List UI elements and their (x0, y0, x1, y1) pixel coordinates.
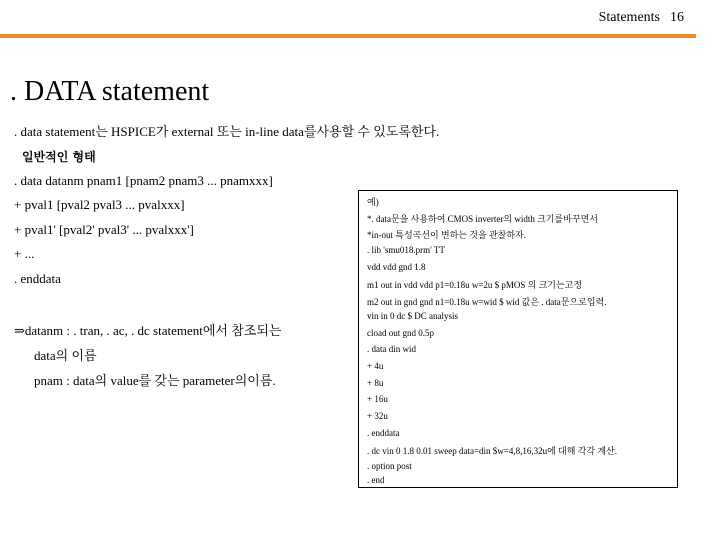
explanation-line: pnam : data의 value를 갖는 parameter의이름. (34, 373, 276, 388)
example-line: . lib 'smu018.prm' TT (367, 245, 445, 255)
example-line: 예) (367, 197, 379, 207)
slide-title: . DATA statement (10, 76, 210, 107)
syntax-line: + ... (14, 246, 35, 261)
example-line: . data din wid (367, 344, 416, 354)
example-line: . dc vin 0 1.8 0.01 sweep data=din $w=4,8,16,32u에 대해 각각 계산. (367, 446, 617, 456)
example-line: + 4u (367, 361, 384, 371)
example-line: vdd vdd gnd 1.8 (367, 262, 426, 272)
explanation-line: ⇒datanm : . tran, . ac, . dc statement에서 참조되는 (14, 323, 282, 338)
header-divider (0, 34, 696, 38)
example-line: + 8u (367, 378, 384, 388)
syntax-line: . enddata (14, 271, 61, 286)
example-line: . option post (367, 461, 412, 471)
header-title: Statements (598, 10, 660, 25)
example-line: m2 out in gnd gnd n1=0.18u w=wid $ wid 값은 . data문으로입력. (367, 297, 607, 307)
slide-header (599, 10, 684, 26)
explanation-line: data의 이름 (34, 348, 97, 363)
example-line: *in-out 특성곡선이 변하는 것을 관찰하자. (367, 230, 526, 240)
intro-text: . data statement는 HSPICE가 external 또는 in-line data를사용할 수 있도록한다. (14, 124, 440, 139)
example-box (358, 190, 678, 488)
syntax-line: + pval1' [pval2' pval3' ... pvalxxx'] (14, 222, 194, 237)
syntax-line: . data datanm pnam1 [pnam2 pnam3 ... pnamxxx] (14, 173, 273, 188)
general-form-heading: 일반적인 형태 (22, 150, 96, 164)
example-line: m1 out in vdd vdd p1=0.18u w=2u $ pMOS 의 크기는고정 (367, 280, 583, 290)
example-line: + 16u (367, 394, 388, 404)
syntax-line: + pval1 [pval2 pval3 ... pvalxxx] (14, 197, 185, 212)
example-line: + 32u (367, 411, 388, 421)
example-line: vin in 0 dc $ DC analysis (367, 311, 458, 321)
page-number: 16 (670, 10, 684, 25)
example-line: *. data문을 사용하여 CMOS inverter의 width 크기를바꾸면서 (367, 214, 598, 224)
example-line: . enddata (367, 428, 400, 438)
example-line: . end (367, 475, 385, 485)
example-line: cload out gnd 0.5p (367, 328, 434, 338)
